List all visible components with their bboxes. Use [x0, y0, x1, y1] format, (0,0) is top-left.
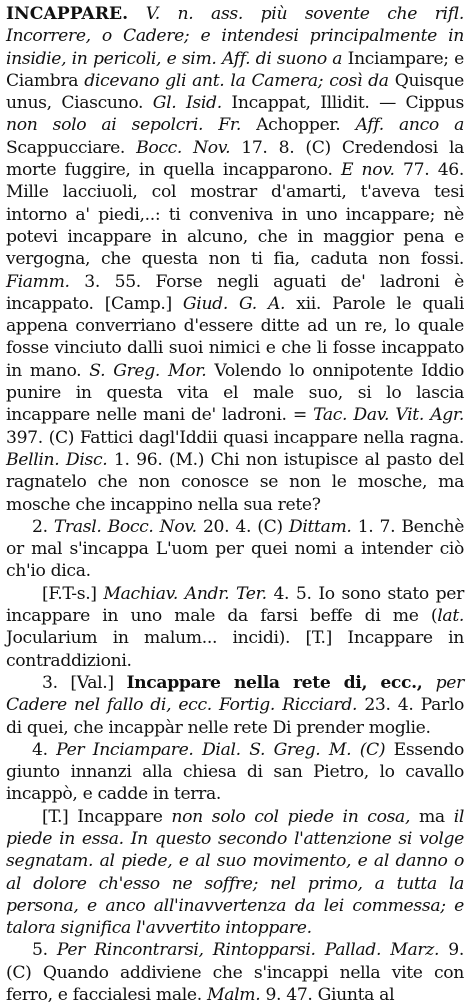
text-run: Incappat, Illidit. — Cippus [231, 93, 464, 114]
text-run: dicevano gli ant. la Camera; [84, 70, 330, 91]
text-run: 23. 4. Parlo di quei, che incappàr nelle rete Di prender moglie. [6, 695, 464, 738]
text-run: 397. (C) Fattici dagl'Iddii quasi incappare nella ragna. [6, 427, 464, 448]
text-run: 2. [32, 516, 54, 537]
text-run: Dittam. [288, 516, 358, 537]
text-run: 77. 46. Mille lacciuoli, col mostrar d'amarti, t'aveva tesi intorno a' piedi,..: ti conveniva in uno incappare; nè potevi incappare in alcuno, che in maggior pena e vergogna, che questa non ti fia, caduta non fossi. [6, 160, 464, 270]
text-run: 1. 96. (M.) Chi non istupisce al pasto del ragnatelo che non conosce se non le mosche, ma mosche che incappino nella sua rete? [6, 449, 464, 515]
text-run: Per Inciampare. Dial. S. Greg. M. (C) [56, 739, 394, 760]
text-run: Giud. G. A. [182, 293, 297, 314]
sense-5-paragraph [6, 939, 464, 1006]
text-run: Jocularium in malum... incidi). [T.] Incappare in contraddizioni. [6, 628, 464, 671]
text-run: 17. 8. (C) Credendosi la morte fuggire, in quella incapparono. [6, 137, 464, 181]
sense-4-paragraph [6, 739, 464, 806]
text-run: Scappucciare. [6, 137, 137, 158]
text-run: 20. 4. (C) [202, 516, 289, 537]
text-run: Incappare nella rete di, ecc., [126, 672, 436, 693]
sense-3-paragraph [6, 672, 464, 739]
text-run: per Cadere nel fallo di, ecc. Fortig. Ricciard. [6, 672, 464, 716]
text-run: 9. (C) Quando addiviene che s'incappi nella vite con ferro, e faccialesi male. [6, 940, 464, 1006]
text-run: Volendo lo onnipotente Iddio punire in questa vita el male suo, si lo lascia incappare nelle mani de' ladroni. = [6, 360, 465, 426]
text-run: Gl. Isid. [152, 93, 232, 114]
text-run: Bocc. Nov. [136, 137, 242, 158]
headword: INCAPPARE. [6, 4, 129, 24]
text-run: non solo col piede in cosa, [171, 806, 419, 827]
text-run: Inciampare; e Ciambra [6, 48, 464, 91]
text-run: [T.] Incappare [42, 806, 172, 827]
text-run: 5. [32, 940, 57, 961]
text-run: non solo ai sepolcri. Fr. [6, 115, 257, 136]
text-run: Fiamm. [6, 271, 85, 292]
text-run: così [329, 70, 369, 91]
text-run: lat. [437, 606, 464, 627]
entry-main-paragraph [6, 3, 464, 516]
text-run: Machiav. Andr. Ter. [103, 583, 274, 604]
text-run: 4. [32, 739, 57, 760]
text-run: ma [418, 806, 454, 827]
text-run: da [368, 70, 395, 91]
text-run: Essendo giunto innanzi alla chiesa di san Pietro, lo cavallo incappò, e cadde in terra. [6, 739, 465, 805]
sense-2-continuation [6, 583, 464, 672]
text-run: 1. 7. Benchè or mal s'incappa L'uom per quei nomi a intender ciò ch'io dica. [6, 516, 465, 582]
text-run: Bellin. Disc. [6, 449, 114, 470]
text-run: 9. 47. Giunta al [265, 985, 395, 1006]
text-run: S. Greg. Mor. [89, 360, 215, 381]
text-run: Trasl. Bocc. Nov. [53, 516, 203, 537]
text-run: Per Rincontrarsi, Rintopparsi. Pallad. Marz. [56, 940, 449, 961]
text-run: E nov. [340, 160, 404, 181]
text-run: Achopper. [256, 115, 356, 136]
text-run: [F.T-s.] [42, 583, 104, 604]
text-run: Quisque unus, Ciascuno. [6, 70, 464, 114]
text-run: V. n. ass. più sovente che rifl. Incorrere, o Cadere; e intendesi principalmente in insidie, in pericoli, e sim. Aff. di suono a [6, 4, 464, 69]
text-run: 3. 55. Forse negli aguati de' ladroni è incappato. [Camp.] [6, 271, 464, 314]
text-run: Tac. Dav. Vit. Agr. [313, 405, 465, 426]
sense-2-paragraph [6, 516, 464, 583]
text-run: Malm. [206, 985, 266, 1006]
text-run: Aff. anco a [355, 115, 464, 136]
text-run: il piede in essa. In questo secondo l'attenzione si volge segnatam. al piede, e al suo movimento, e al danno o al dolore ch'esso ne soffre; nel primo, a tutta la persona, e anco all'inavvertenza da lei commessa; e talora significa l'avvertito intoppare. [6, 806, 465, 939]
text-run: 3. [Val.] [42, 672, 127, 693]
entry-body [6, 4, 464, 515]
sense-4-note [6, 806, 464, 940]
text-run: xii. Parole le quali appena converriano d'essere ditte ad un re, lo quale fosse vinciuto dalli suoi nimici e che li fosse incappato in mano. [6, 293, 464, 381]
text-run: 4. 5. Io sono stato per incappare in uno male da farsi beffe di me ( [6, 583, 464, 627]
